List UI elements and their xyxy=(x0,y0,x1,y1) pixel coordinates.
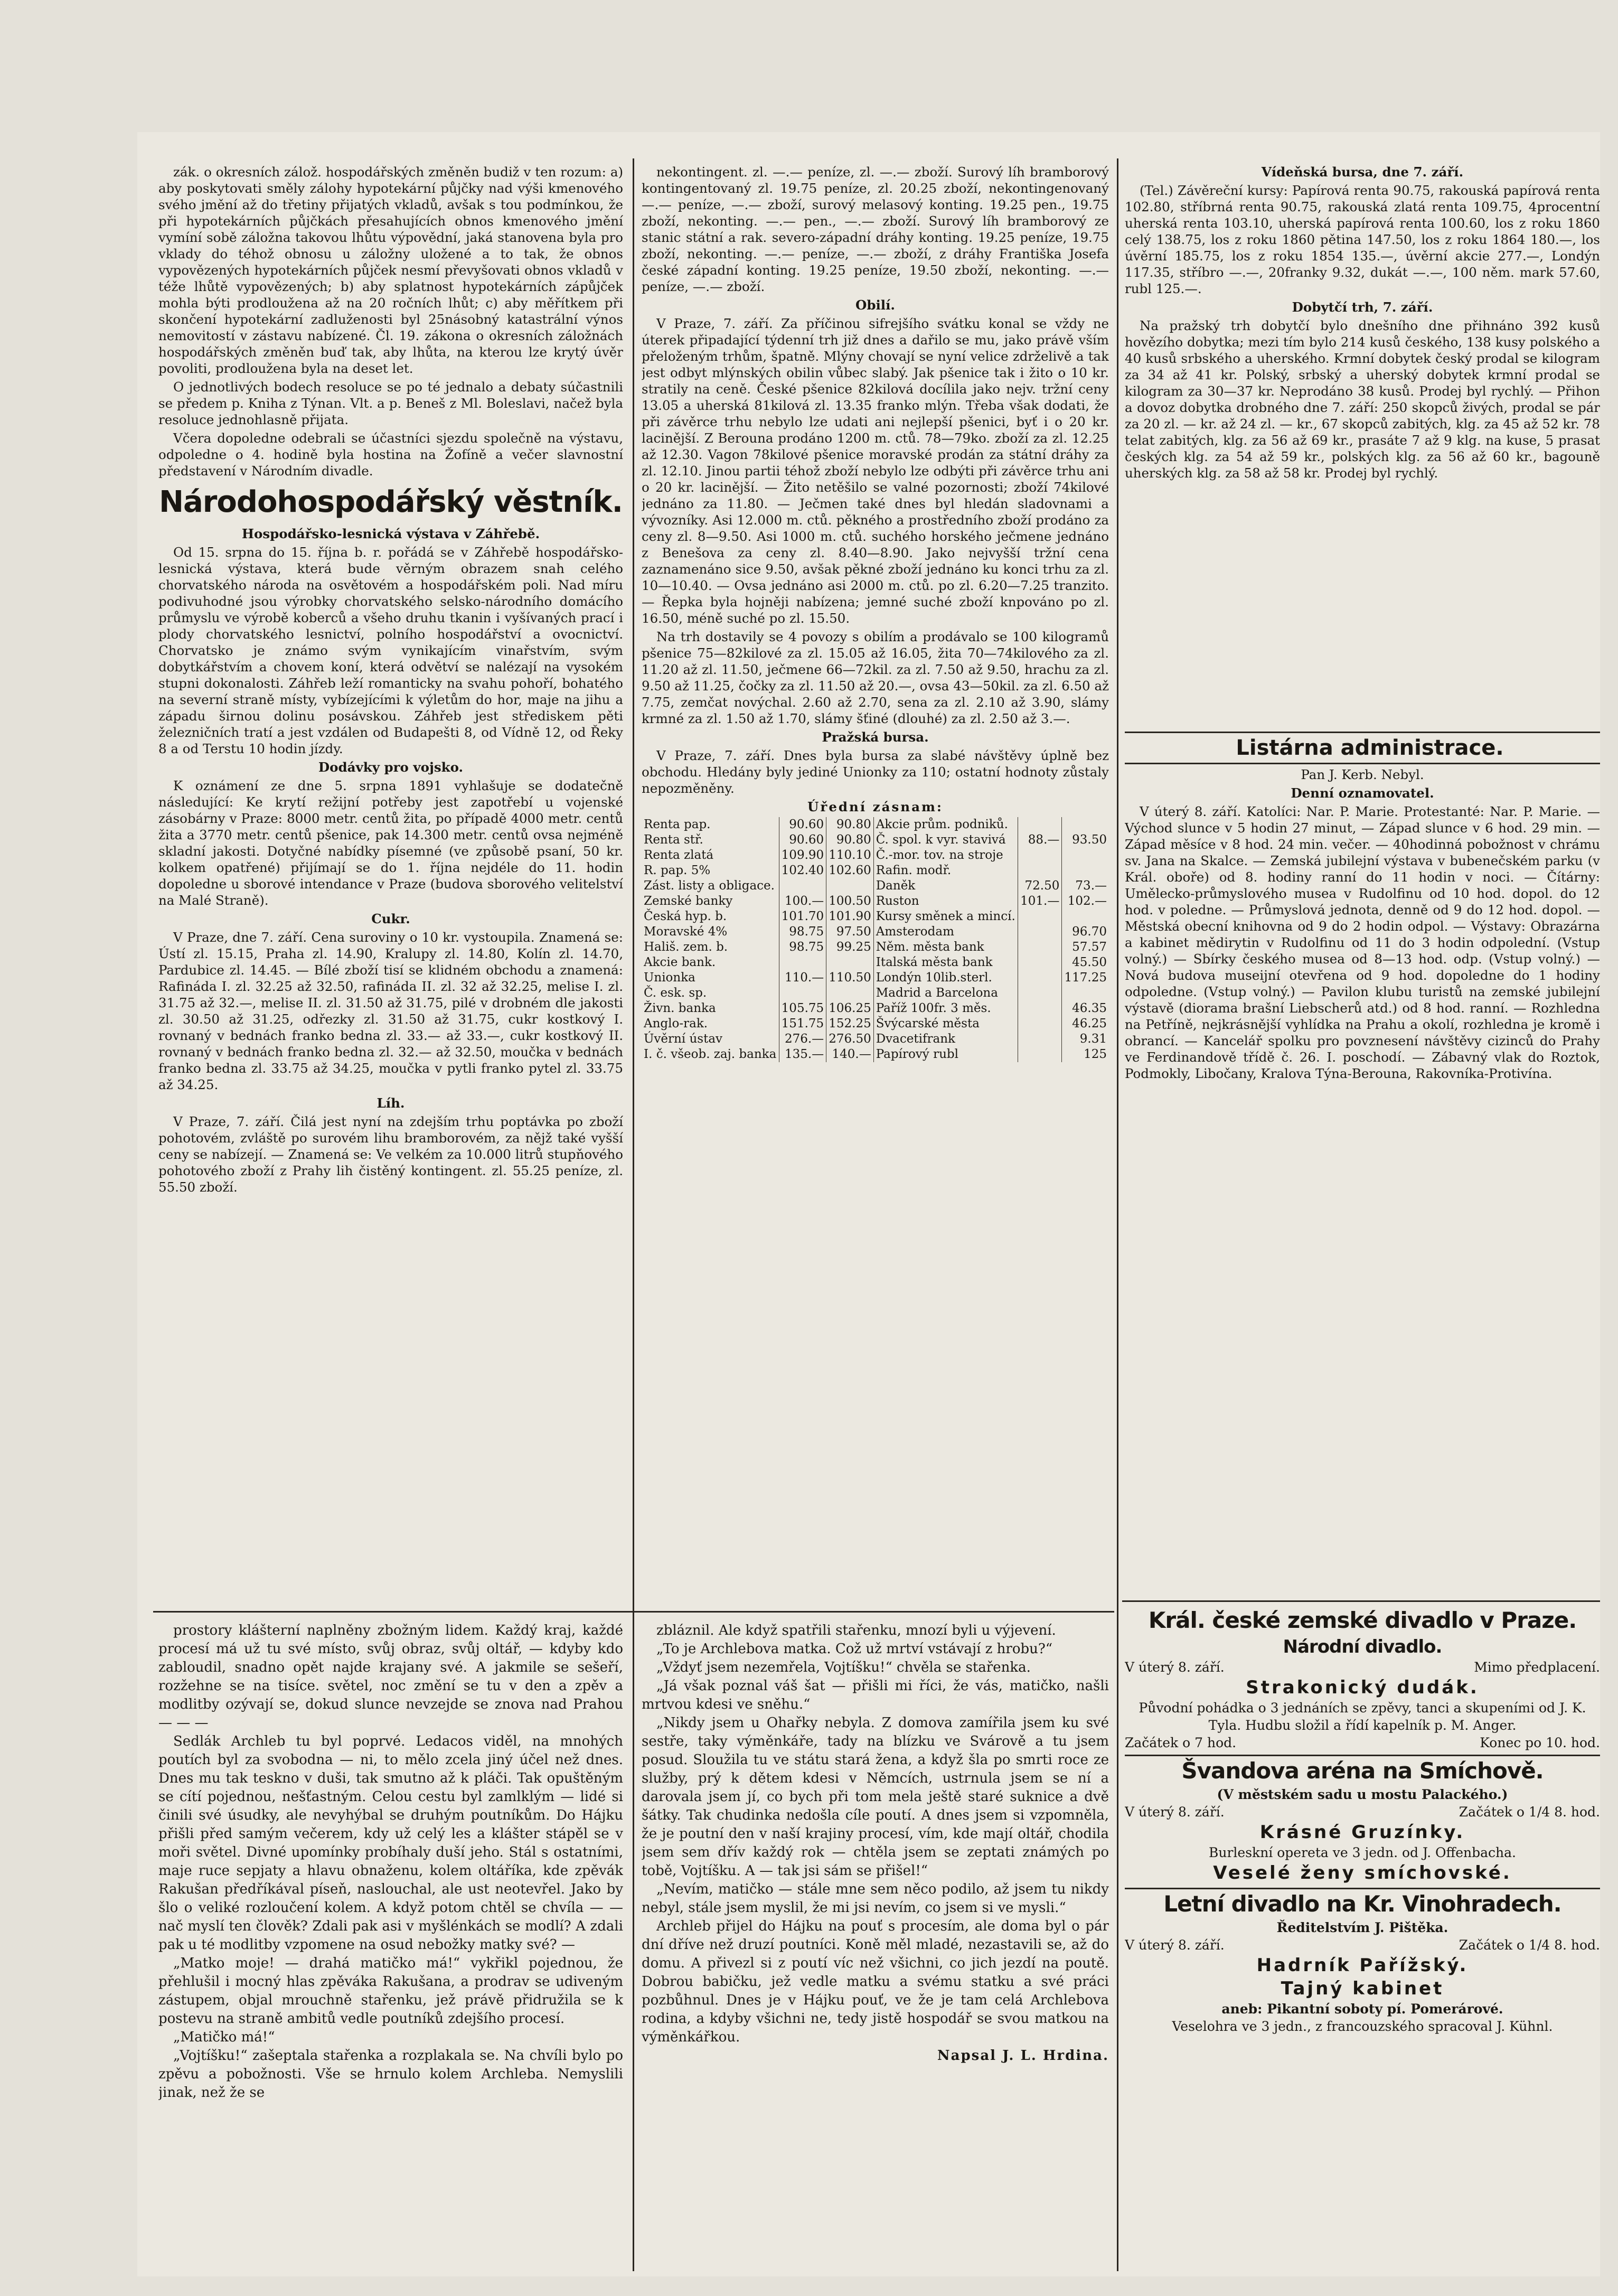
rates-cell: 151.75 xyxy=(779,1016,826,1032)
rates-cell: 276.50 xyxy=(826,1032,874,1047)
rates-cell: 57.57 xyxy=(1062,940,1109,955)
article-text: V Praze, dne 7. září. Cena suroviny o 10 kr. vystoupila. Znamená se: Ústí zl. 15.15, Praha zl. 14.90, Kralupy zl. 14.80, Kolín zl. 14.70, Pardubice zl. 14.45. — Bílé zboží tisí se klidném obchodu a znamená: Rafináda I. zl. 32.25 až 32.50, rafináda II. zl. 32 až 32.25, melise I. zl. 31.75 až 32.—, melise II. zl. 31.50 až 31.75, pilé v drobném dle jakosti zl. 30.50 až 31.25, odřezky zl. 31.50 až 31.75, cukr kostkový I. rovnaný v bednách franko bedna zl. 33.— až 33.—, cukr kostkový II. rovnaný v bednách franko bedna zl. 32.— až 32.50, moučka v bednách franko bedna zl. 33.75 až 34.25, moučka v pytli franko pytel zl. 33.75 až 34.25. xyxy=(158,930,623,1092)
start-time: Začátek o 1/4 8. hod. xyxy=(1459,1804,1600,1820)
article-title: Cukr. xyxy=(371,911,410,926)
feuilleton-column-1 xyxy=(158,1622,623,2271)
article-title: Hospodářsko-lesnická výstava v Záhřebě. xyxy=(241,526,540,541)
article-text: K oznámení ze dne 5. srpna 1891 vyhlašuje se dodatečně následující: Ke krytí režijní potřeby jest zapotřebí u vojenské zásobárny v Praze: 8000 metr. centů žita, po případě 4000 metr. centů žita a 3770 metr. centů pšenice, pak 14.300 metr. centů ovsa nejméně skladní jakosti. Dotyčné nabídky písemné (ve způsobě psaní, 50 kr. kolkem opatřené) přijímají se do 1. října nejdéle do 11. hodin dopoledne u sborové intendance v Praze (budova sborového velitelství na Malé Straně). xyxy=(158,778,623,908)
rates-cell xyxy=(1018,848,1062,863)
rates-row xyxy=(642,878,1109,894)
date-row xyxy=(1125,1803,1600,1821)
story-text: „Nevím, matičko — stále mne sem něco podilo, až jsem tu nikdy nebyl, stále jsem myslil, že mi jsi nevím, co jsem si ve mysli.“ xyxy=(642,1881,1109,1916)
article-title: Pražská bursa. xyxy=(822,729,929,745)
rates-cell: Ruston xyxy=(873,894,1018,909)
note-text: Mimo předplacení. xyxy=(1474,1660,1600,1675)
play-description: Původní pohádka o 3 jednáních se zpěvy, tanci a skupeními od J. K. Tyla. Hudbu složil a řídí kapelník p. M. Anger. xyxy=(1139,1700,1586,1733)
theatre-subheading: Národní divadlo. xyxy=(1283,1636,1442,1657)
rates-cell xyxy=(1062,848,1109,863)
play-title: Strakonický dudák. xyxy=(1246,1677,1479,1698)
rates-row xyxy=(642,1047,1109,1062)
rates-cell: 96.70 xyxy=(1062,924,1109,940)
rates-row xyxy=(642,848,1109,863)
rates-cell: Akcie prům. podniků. xyxy=(873,817,1018,832)
article-text: O jednotlivých bodech resoluce se po té jednalo a debaty súčastnili se předem p. Kniha z Týnan. Vlt. a p. Beneš z Ml. Boleslavi, načež byla resoluce jednohlasně přijata. xyxy=(158,379,623,427)
rates-cell: Č. esk. sp. xyxy=(644,986,707,1000)
rates-cell xyxy=(1062,817,1109,832)
rates-cell: Švýcarské města xyxy=(873,1016,1018,1032)
rates-cell: 73.— xyxy=(1062,878,1109,894)
rates-cell: 152.25 xyxy=(826,1016,874,1032)
column-2 xyxy=(642,164,1109,1606)
story-text: Archleb přijel do Hájku na pouť s procesím, ale doma byl o pár dní dříve než druzí poutníci. Koně měl mladé, nezastavili se, až do domu. A přivezl si z poutí víc než všichni, co jich jezdí na poutě. Dobrou babičku, jež vedle matku a svému statku a své práci pozbůhnul. Dnes je v Hájku pouť, ve že je tam celá Archlebova rodina, a kdyby všichni ne, tedy jistě hospodář se svou matkou na výměnkářkou. xyxy=(642,1918,1109,2045)
rates-cell: 98.75 xyxy=(779,940,826,955)
rates-cell xyxy=(779,986,826,1001)
rates-cell: 46.25 xyxy=(1062,1016,1109,1032)
rates-cell: 102.— xyxy=(1062,894,1109,909)
rates-row xyxy=(642,832,1109,848)
rates-cell xyxy=(1018,1001,1062,1016)
column-3-lower xyxy=(1125,732,1600,1598)
top-margin xyxy=(0,0,1618,127)
end-time: Konec po 10. hod. xyxy=(1480,1735,1600,1750)
rates-cell: 105.75 xyxy=(779,1001,826,1016)
rates-cell: Něm. města bank xyxy=(873,940,1018,955)
rates-cell: 46.35 xyxy=(1062,1001,1109,1016)
rates-cell: 110.50 xyxy=(826,970,874,986)
rates-cell: Živn. banka xyxy=(644,1001,716,1015)
date-text: V úterý 8. září. xyxy=(1125,1804,1225,1820)
rates-cell: Dvacetifrank xyxy=(873,1032,1018,1047)
rates-cell: 90.60 xyxy=(779,832,826,848)
rates-cell xyxy=(1018,924,1062,940)
rates-cell: 98.75 xyxy=(779,924,826,940)
rates-cell: 97.50 xyxy=(826,924,874,940)
play-title: Hadrník Pařížský. xyxy=(1256,1955,1469,1976)
rates-cell: 102.60 xyxy=(826,863,874,878)
rates-cell: 102.40 xyxy=(779,863,826,878)
rates-cell xyxy=(826,955,874,970)
rates-cell xyxy=(1062,863,1109,878)
rates-cell xyxy=(1018,1016,1062,1032)
rates-cell: 72.50 xyxy=(1018,878,1062,894)
rates-row xyxy=(642,1001,1109,1016)
rates-cell xyxy=(779,878,826,894)
rates-cell: Zemské banky xyxy=(644,894,733,908)
story-text: „Matko moje! — drahá matičko má!“ vykřikl pojednou, že přehlušil i mocný hlas zpěváka Rakušana, a prodrav se udiveným zástupem, objal mrouchně stařenku, jež právě přidružila se k postevu na straně ambitů vedle poutníků zdejšího procesí. xyxy=(158,1955,623,2027)
rates-cell: 109.90 xyxy=(779,848,826,863)
rates-cell xyxy=(1018,940,1062,955)
section-rule xyxy=(1122,1600,1600,1602)
article-title: Dodávky pro vojsko. xyxy=(318,760,464,775)
story-text: „Vojtíšku!“ zašeptala stařenka a rozplakala se. Na chvíli bylo po zpěvu a pobožnosti. Vše se hrnulo kolem Archleba. Nemyslili jinak, než že se xyxy=(158,2048,623,2101)
rates-cell xyxy=(1018,863,1062,878)
date-row xyxy=(1125,1658,1600,1676)
rates-cell: Daněk xyxy=(873,878,1018,894)
article-text: Od 15. srpna do 15. října b. r. pořádá se v Záhřebě hospodářsko-lesnická výstava, která bude věrným obrazem snah celého chorvatského národa na osvětovém a hospodářském poli. Nad míru podivuhodné jsou výrobky chorvatského selsko-národního domácího průmyslu ve výrobě koberců a všeho druhu tkanin i vyšívaných prací i plody chorvatského lesnictví, polního hospodářství a ovocnictví. Chorvatsko je známo svým vynikajícím vinařstvím, svým dobytkářstvím a chovem koní, která odvětví se nalézají na vysokém stupni dokonalosti. Záhřeb leží romanticky na svahu pohoří, bohatého na severní straně místy, vybízejícími k výletům do hor, maje na jihu a západu širnou dolinu posávskou. Záhřeb jest střediskem pěti železničních tratí a jest vzdálen od Budapešti 8, od Vídně 12, od Řeky 8 a od Terstu 10 hodin jízdy. xyxy=(158,545,623,756)
start-time: Začátek o 7 hod. xyxy=(1125,1735,1237,1750)
article-text: V Praze, 7. září. Čilá jest nyní na zdejším trhu poptávka po zboží pohotovém, zvláště po surovém lihu bramborovém, za nějž také vyšší ceny se nabízejí. — Znamená se: Ve velkém za 10.000 litrů stupňového pohotového zboží z Prahy lih čistěný kontingent. zl. 55.25 peníze, zl. 55.50 zboží. xyxy=(158,1114,623,1195)
rates-cell: Zást. listy a obligace. xyxy=(644,879,775,893)
play-description: aneb: Pikantní soboty pí. Pomerárové. xyxy=(1221,2001,1503,2017)
story-text: Sedlák Archleb tu byl poprvé. Ledacos viděl, na mnohých poutích byl za svobodna — ni, to mělo zcela jiný účel než dnes. Dnes mu tak teskno v duši, tak smutno až k pláči. Tak opuštěným se cítí pojednou, nešťastným. Celou cestu byl zamlklým — lidé si činili své úsudky, ale nevyhýbal se druhým poutníkům. Do Hájku přišli před samým večerem, kdy už celý les a klášter stápěl se v moři světel. Divné upomínky probíhaly duší jeho. Stál s ostatními, maje ruce sepjaty a hlavu obnaženu, kolem oltáříka, kde zpěvák Rakušan předříkával píseň, naslouchal, ale ust neotevřel. Jako by šlo o veliké rozloučení kolem. A když potom chtěl se chvíla — — nač myslí ten člověk? Zdali pak asi v myšlénkách se modlí? A zdali pak u té modlitby vzpomene na osud nebožky matky své? — xyxy=(158,1733,623,1953)
date-text: V úterý 8. září. xyxy=(1125,1937,1225,1953)
rates-cell: 276.— xyxy=(779,1032,826,1047)
rates-cell: I. č. všeob. zaj. banka xyxy=(644,1047,777,1061)
rates-cell xyxy=(826,986,874,1001)
rates-cell: Renta stř. xyxy=(644,833,703,847)
play-title: Tajný kabinet xyxy=(1281,1978,1444,1999)
rates-cell: Amsterodam xyxy=(873,924,1018,940)
date-row xyxy=(1125,1936,1600,1954)
rates-cell xyxy=(1018,955,1062,970)
feuilleton-column-2 xyxy=(642,1622,1109,2271)
date-text: V úterý 8. září. xyxy=(1125,1660,1225,1675)
rates-row xyxy=(642,1016,1109,1032)
author-signature: Napsal J. L. Hrdina. xyxy=(937,2048,1109,2064)
rates-cell: 101.90 xyxy=(826,909,874,924)
table-title: Úřední zásnam: xyxy=(807,799,943,814)
story-text: „Nikdy jsem u Ohařky nebyla. Z domova zamířila jsem ku své sestře, taky výměnkáře, tady na blízku ve Svárově a tu jsem posud. Sloužila tu ve státu stará žena, a když šla po smrti roce ze služby, prý k dětem kdesi v Němcích, ustrnula jsem se ní a darovala jsem jí, co bych při tom mela ještě staré suknice a dvě šátky. Tak chudinka nedošla cíle poutí. A dnes jsem si vzpomněla, že je poutní den v naší krajiny procesí, vím, kde mají oltář, chodila jsem sem dřív každý rok — chtěla jsem se zeptati známých po tobě, Vojtíšku. A — tak jsi sám se přišel!“ xyxy=(642,1715,1109,1879)
column-rule xyxy=(633,158,634,2271)
rates-cell: 100.50 xyxy=(826,894,874,909)
rates-cell: Kursy směnek a mincí. xyxy=(873,909,1018,924)
theatre-heading: Švandova aréna na Smíchově. xyxy=(1125,1755,1600,1786)
rates-cell: Renta pap. xyxy=(644,818,711,831)
rates-cell: 110.— xyxy=(779,970,826,986)
story-text: „Matičko má!“ xyxy=(173,2029,275,2045)
rates-cell xyxy=(1018,909,1062,924)
play-title: Krásné Gruzínky. xyxy=(1259,1822,1465,1843)
article-title: Denní oznamovatel. xyxy=(1291,785,1434,801)
article-text: Včera dopoledne odebrali se účastníci sjezdu společně na výstavu, odpoledne o 4. hodině byla hostina na Žofíně a večer slavnostní představení v Národním divadle. xyxy=(158,430,623,479)
theatre-note: Ředitelstvím J. Pištěka. xyxy=(1276,1920,1448,1935)
rates-cell: 90.60 xyxy=(779,817,826,832)
article-title: Líh. xyxy=(377,1095,405,1111)
rates-cell xyxy=(779,955,826,970)
rates-cell: Paříž 100fr. 3 měs. xyxy=(873,1001,1018,1016)
rates-row xyxy=(642,970,1109,986)
rates-cell xyxy=(826,878,874,894)
play-title: Veselé ženy smíchovské. xyxy=(1213,1862,1512,1883)
play-description: Burleskní opereta ve 3 jedn. od J. Offenbacha. xyxy=(1209,1845,1516,1860)
rates-cell xyxy=(1018,1047,1062,1062)
rates-cell: Rafin. modř. xyxy=(873,863,1018,878)
article-title: Vídeňská bursa, dne 7. září. xyxy=(1261,164,1464,180)
article-text: Pan J. Kerb. Nebyl. xyxy=(1301,767,1424,782)
column-1 xyxy=(158,164,623,1606)
rates-cell: 100.— xyxy=(779,894,826,909)
rates-cell: 125 xyxy=(1062,1047,1109,1062)
rates-row xyxy=(642,863,1109,878)
theatre-heading: Letní divadlo na Kr. Vinohradech. xyxy=(1125,1888,1600,1919)
rates-cell: Londýn 10lib.sterl. xyxy=(873,970,1018,986)
story-text: „Já však poznal váš šat — přišli mi říci, že vás, matičko, našli mrtvou kdesi ve sněhu.“ xyxy=(642,1678,1109,1712)
rates-cell: 110.10 xyxy=(826,848,874,863)
rates-cell: Moravské 4% xyxy=(644,925,728,939)
rates-cell: Č. spol. k vyr. stavivá xyxy=(873,832,1018,848)
rates-cell: 90.80 xyxy=(826,817,874,832)
rates-row xyxy=(642,894,1109,909)
rates-row xyxy=(642,940,1109,955)
story-text: „To je Archlebova matka. Což už mrtví vstávají z hrobu?“ xyxy=(656,1641,1053,1657)
rates-cell: 88.— xyxy=(1018,832,1062,848)
article-title: Obilí. xyxy=(855,297,895,313)
rates-cell: Unionka xyxy=(644,971,695,985)
rates-cell xyxy=(1062,986,1109,1001)
rates-cell: Madrid a Barcelona xyxy=(873,986,1018,1001)
article-title: Dobytčí trh, 7. září. xyxy=(1292,299,1433,315)
play-description: Veselohra ve 3 jedn., z francouzského spracoval J. Kühnl. xyxy=(1172,2019,1553,2034)
section-heading: Listárna administrace. xyxy=(1125,732,1600,764)
rates-row xyxy=(642,909,1109,924)
theatre-note: (V městském sadu u mostu Palackého.) xyxy=(1217,1787,1508,1802)
article-text: V Praze, 7. září. Dnes byla bursa za slabé návštěvy úplně bez obchodu. Hledány byly jediné Unionky za 110; ostatní hodnoty zůstaly nepozměněny. xyxy=(642,748,1109,796)
start-time: Začátek o 1/4 8. hod. xyxy=(1459,1937,1600,1953)
article-text: Na trh dostavily se 4 povozy s obilím a prodávalo se 100 kilogramů pšenice 75—82kilové za zl. 15.05 až 16.05, žita 70—74kilového za zl. 11.20 až zl. 11.50, ječmene 66—72kil. za zl. 7.50 až 9.50, hrachu za zl. 9.50 až 11.25, čočky za zl. 11.50 až 20.—, ovsa 43—50kil. za zl. 6.50 až 7.75, zemčat novýchal. 2.60 až 2.70, sena za zl. 2.10 až 3.90, slámy krmné za zl. 1.50 až 1.70, slámy šťiné (dlouhé) za zl. 2.50 až 3.—. xyxy=(642,629,1109,726)
article-text: V Praze, 7. září. Za příčinou sifrejšího svátku konal se vždy ne úterek připadající týdenní trh již dnes a dařilo se mu, jako právě vším přeloženým trhům, špatně. Mlýny chovají se nyní velice zdrželivě a tak jest odbyt mlýnských obilin vůbec slabý. Jak pšenice tak i žito o 10 kr. stratily na ceně. České pšenice 82kilová docílila jako nejv. tržní ceny 13.05 a uherská 81kilová zl. 13.35 franko mlýn. Třeba však dodati, že při závěrce trhu nebylo lze udati ani nejlepší pšenici, byť i o 20 kr. lacinější. Z Berouna prodáno 1200 m. ctů. 78—79ko. zboží za zl. 12.25 až 12.30. Vagon 78kilové pšenice moravské prodán za státní dráhy za zl. 12.10. Jinou partii téhož zboží nebylo lze odbýti při závěrce trhu ani o 20 kr. lacinější. — Žito netěšilo se valné pozornosti; zboží 74kilové jednáno za 11.80. — Ječmen také dnes byl hledán sladovnami a vývozníky. Asi 12.000 m. ctů. pěkného a prostředního zboží prodáno za ceny zl. 8—9.50. Asi 1000 m. ctů. suchého horského ječmene jednáno z Benešova za ceny zl. 8.40—8.90. Jako nejvyšší tržní cena zaznamenáno sice 9.50, avšak pěkné zboží jednáno ku konci trhu za zl. 10—10.40. — Ovsa jednáno asi 2000 m. ctů. po zl. 6.20—7.25 tranzito. — Řepka byla hojněji nabízena; jemné suché zboží knpováno po zl. 16.50, méně suché po zl. 15.50. xyxy=(642,316,1109,626)
rates-cell: 93.50 xyxy=(1062,832,1109,848)
rates-cell: 101.70 xyxy=(779,909,826,924)
rates-cell xyxy=(1018,1032,1062,1047)
article-text: (Tel.) Závěreční kursy: Papírová renta 90.75, rakouská papírová renta 102.80, stříbrná renta 90.75, rakouská zlatá renta 109.75, 4procentní uherská renta 103.10, uherská papírová renta 100.60, los z roku 1860 celý 138.75, los z roku 1860 pětina 147.50, los z roku 1864 180.—, los úvěrní 185.75, los z roku 1854 135.—, úvěrní akcie 277.—, Londýn 117.35, stříbro —.—, 20franky 9.32, dukát —.—, 100 něm. mark 57.60, rubl 125.—. xyxy=(1125,183,1600,296)
story-text: prostory klášterní naplněny zbožným lidem. Každý kraj, každé procesí má už tu své místo, svůj obraz, svůj oltář, — kdyby kdo zabloudil, snadno opět najde krajany své. A jakmile se sešeří, rozžehne se na tisíce. světel, noc změní se tu v den a zpěv a modlitby ozývají se, dokud slunce nevzejde se znova nad Prahou — — — xyxy=(158,1623,623,1731)
rates-row xyxy=(642,817,1109,832)
rates-cell: Papírový rubl xyxy=(873,1047,1018,1062)
article-text: Na pražský trh dobytčí bylo dnešního dne přihnáno 392 kusů hovězího dobytka; mezi tím bylo 214 kusů českého, 138 kusy polského a 40 kusů srbského a uherského. Krmní dobytek český prodal se kilogram za 34 až 41 kr. Polský, srbský a uherský dobytek krmní prodal se kilogram za 30—37 kr. Neprodáno 38 kusů. Prodej byl rychlý. — Přihon a dovoz dobytka drobného dne 7. září: 250 skopců živých, prodal se pár za 20 zl. — kr. až 24 zl. — kr., 67 skopců zabitých, klg. za 45 až 52 kr. 78 telat zabitých, klg. za 56 až 69 kr., prasáte 7 až 9 klg. na kuse, 5 prasat českých klg. za 54 až 59 kr., polských klg. za 56 až 60 kr., bagouně uherských klg. za 58 až 58 kr. Prodej byl rychlý. xyxy=(1125,318,1600,481)
time-row xyxy=(1125,1734,1600,1751)
section-heading: Národohospodářský věstník. xyxy=(159,485,623,519)
rates-cell: Italská města bank xyxy=(873,955,1018,970)
theatre-listings xyxy=(1125,1606,1600,2271)
article-text: zák. o okresních zálož. hospodářských změněn budiž v ten rozum: a) aby poskytovati směly zálohy hypotekární půjčky nad výši kmenového svého jmění až do třetiny přijatých vkladů, avšak s tou podmínkou, že při hypotekárních půjčkách přesahujících obnos kmenového jmění vymíní sobě záložna takovou lhůtu výpovědní, jaká stanovena byla pro vklady do téhož obnosu u záložny uložené a to tak, že obnos vypovězených hypotekárních půjček nesmí převyšovati obnos vkladů v téže lhůtě vypovězených; b) aby splatnost hypotekárních zápůjček mohla býti prodloužena až na 20 ročních lhůt; c) aby měřítkem při skončení hypotekární zadluženosti byl 25násobný katastrální výnos nemovitostí v zástavu nabízené. Čl. 19. zákona o okresních záložnách hospodářských změněn buď tak, aby lhůta, na kterou lze krytý úvěr povoliti, prodloužena byla na deset let. xyxy=(158,164,623,376)
rates-cell: Anglo-rak. xyxy=(644,1017,708,1030)
rates-cell xyxy=(1018,970,1062,986)
rates-cell: Hališ. zem. b. xyxy=(644,940,728,954)
theatre-heading: Král. české zemské divadlo v Praze. xyxy=(1148,1607,1577,1633)
rates-cell xyxy=(1018,986,1062,1001)
column-3 xyxy=(1125,164,1600,729)
rates-cell: 135.— xyxy=(779,1047,826,1062)
rates-cell: 140.— xyxy=(826,1047,874,1062)
rates-cell: R. pap. 5% xyxy=(644,864,711,877)
rates-cell: Akcie bank. xyxy=(644,955,716,969)
section-rule xyxy=(153,1611,1114,1613)
rates-cell: 45.50 xyxy=(1062,955,1109,970)
exchange-rates-table xyxy=(642,817,1109,1062)
rates-row xyxy=(642,1032,1109,1047)
article-text: nekontingent. zl. —.— peníze, zl. —.— zboží. Surový líh bramborový kontingentovaný zl. 19.75 peníze, zl. 20.25 zboží, nekontingenovaný —.— peníze, —.— zboží, surový melasový konting. 19.25 pen., 19.75 zboží, nekonting. —.— pen., —.— zboží. Surový líh bramborový ze stanic státní a rak. severo-západní dráhy konting. 19.25 peníze, 19.75 zboží, nekonting. —.— peníze, —.— zboží, z dráhy Františka Josefa české západní konting. 19.25 peníze, 19.50 zboží, nekonting. —.— peníze, —.— zboží. xyxy=(642,164,1109,294)
rates-cell: 9.31 xyxy=(1062,1032,1109,1047)
rates-cell: 90.80 xyxy=(826,832,874,848)
rates-cell: 101.— xyxy=(1018,894,1062,909)
rates-cell: Č.-mor. tov. na stroje xyxy=(873,848,1018,863)
rates-cell: Úvěrní ústav xyxy=(644,1032,723,1046)
rates-cell: Česká hyp. b. xyxy=(644,910,727,923)
rates-cell xyxy=(1018,817,1062,832)
rates-row xyxy=(642,955,1109,970)
rates-row xyxy=(642,924,1109,940)
rates-cell xyxy=(1062,909,1109,924)
story-text: „Vždyť jsem nezemřela, Vojtíšku!“ chvěla se stařenka. xyxy=(656,1660,1031,1675)
rates-cell: Renta zlatá xyxy=(644,848,714,862)
rates-row xyxy=(642,986,1109,1001)
rates-cell: 106.25 xyxy=(826,1001,874,1016)
rates-cell: 117.25 xyxy=(1062,970,1109,986)
story-text: zbláznil. Ale když spatřili stařenku, mnozí byli u výjevení. xyxy=(656,1623,1056,1638)
rates-cell: 99.25 xyxy=(826,940,874,955)
column-rule xyxy=(1117,158,1118,2271)
article-text: V úterý 8. září. Katolíci: Nar. P. Marie. Protestanté: Nar. P. Marie. — Východ slunce v 5 hodin 27 minut, — Západ slunce v 6 hod. 29 min. — Západ měsíce v 8 hod. 24 min. večer. — 40hodinná pobožnost v chrámu sv. Jana na Skalce. — Zemská jubilejní výstava v bubenečském parku (v Král. oboře) od 8. hodiny ranní do 11 hodin v noci. — Čítárny: Umělecko-průmyslového musea v Rudolfinu od 10 hod. dopol. do 12 hod. v poledne. — Průmyslová jednota, denně od 9 do 12 hod. dopol. — Městská obecní knihovna od 9 do 2 hodin odpol. — Výstavy: Obrazárna a kabinet mědirytin v Rudolfinu od 11 do 3 hodin odpolední. (Vstup volný.) — Sbírky českého musea od 8—13 hod. odp. (Vstup volný.) — Nová budova museijní otevřena od 9 hod. dopoledne do 1 hodiny odpoledne. (Vstup volný.) — Pavilon klubu turistů na zemské jubilejní výstavě (diorama brašní Liebscherů atd.) od 8 hod. ranní. — Rozhledna na Petříně, nejkrásnější vyhlídka na Prahu a okolí, rozhledna je kromě i obrancí. — Kancelář spolku pro povznesení návštěvy cizinců do Prahy ve Ferdinandově třídě č. 26. I. poschodí. — Zábavný vlak do Roztok, Podmokly, Libočany, Kralova Týna-Berouna, Rakovníka-Protivína. xyxy=(1125,804,1600,1081)
